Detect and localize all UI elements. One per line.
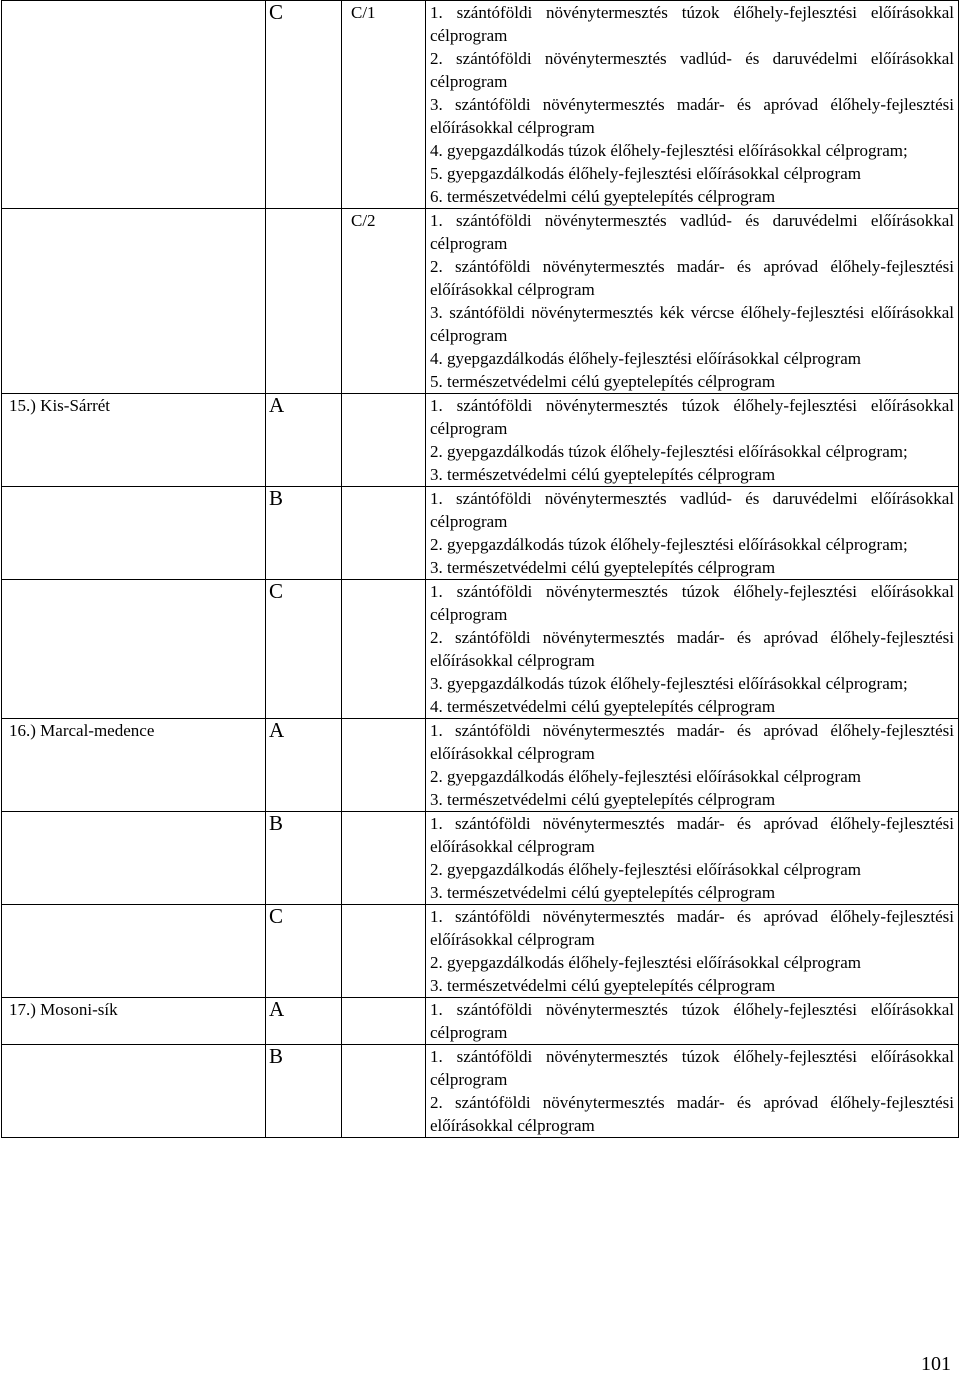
page-number: 101 — [921, 1353, 951, 1375]
program-table — [1, 0, 959, 1138]
zone-cell: A — [266, 719, 342, 812]
program-item: 2. szántóföldi növénytermesztés madár- és apróvad élőhely-fejlesztési előírásokkal célprogram — [430, 257, 954, 299]
program-table-body — [2, 1, 959, 1138]
zone-cell — [266, 209, 342, 394]
program-item: 2. gyepgazdálkodás élőhely-fejlesztési előírásokkal célprogram — [430, 953, 861, 972]
program-item: 2. szántóföldi növénytermesztés vadlúd- és daruvédelmi előírásokkal célprogram — [430, 49, 954, 91]
table-row — [2, 394, 959, 487]
program-list-cell — [426, 1, 959, 209]
subzone-cell — [342, 487, 426, 580]
program-item: 2. szántóföldi növénytermesztés madár- és apróvad élőhely-fejlesztési előírásokkal célprogram — [430, 628, 954, 670]
program-item: 1. szántóföldi növénytermesztés vadlúd- és daruvédelmi előírásokkal célprogram — [430, 489, 954, 531]
subzone-cell — [342, 905, 426, 998]
program-list-cell — [426, 580, 959, 719]
zone-cell: B — [266, 487, 342, 580]
zone-cell: A — [266, 394, 342, 487]
region-cell: 16.) Marcal-medence — [2, 719, 266, 812]
table-row — [2, 719, 959, 812]
program-item: 3. természetvédelmi célú gyeptelepítés célprogram — [430, 976, 776, 995]
subzone-cell: C/2 — [342, 209, 426, 394]
program-item: 1. szántóföldi növénytermesztés túzok élőhely-fejlesztési előírásokkal célprogram — [430, 3, 954, 45]
subzone-cell — [342, 812, 426, 905]
zone-cell: C — [266, 1, 342, 209]
table-row — [2, 1, 959, 209]
program-item: 3. természetvédelmi célú gyeptelepítés célprogram — [430, 883, 776, 902]
zone-cell: C — [266, 580, 342, 719]
table-row — [2, 905, 959, 998]
region-cell — [2, 209, 266, 394]
program-item: 5. gyepgazdálkodás élőhely-fejlesztési előírásokkal célprogram — [430, 164, 861, 183]
program-item: 2. gyepgazdálkodás túzok élőhely-fejlesztési előírásokkal célprogram; — [430, 442, 908, 461]
region-cell: 17.) Mosoni-sík — [2, 998, 266, 1045]
program-item: 1. szántóföldi növénytermesztés madár- és apróvad élőhely-fejlesztési előírásokkal célprogram — [430, 814, 954, 856]
zone-cell: A — [266, 998, 342, 1045]
region-cell — [2, 1, 266, 209]
region-cell — [2, 1045, 266, 1138]
program-list-cell — [426, 209, 959, 394]
program-item: 3. természetvédelmi célú gyeptelepítés célprogram — [430, 465, 776, 484]
program-item: 3. gyepgazdálkodás túzok élőhely-fejlesztési előírásokkal célprogram; — [430, 674, 908, 693]
program-item: 1. szántóföldi növénytermesztés túzok élőhely-fejlesztési előírásokkal célprogram — [430, 582, 954, 624]
program-item: 4. gyepgazdálkodás túzok élőhely-fejlesztési előírásokkal célprogram; — [430, 141, 908, 160]
subzone-cell — [342, 719, 426, 812]
program-item: 1. szántóföldi növénytermesztés túzok élőhely-fejlesztési előírásokkal célprogram — [430, 396, 954, 438]
program-item: 4. természetvédelmi célú gyeptelepítés célprogram — [430, 697, 776, 716]
program-item: 2. gyepgazdálkodás élőhely-fejlesztési előírásokkal célprogram — [430, 860, 861, 879]
table-row — [2, 998, 959, 1045]
table-row — [2, 812, 959, 905]
program-list-cell — [426, 719, 959, 812]
program-item: 5. természetvédelmi célú gyeptelepítés célprogram — [430, 372, 776, 391]
program-item: 1. szántóföldi növénytermesztés vadlúd- és daruvédelmi előírásokkal célprogram — [430, 211, 954, 253]
program-item: 4. gyepgazdálkodás élőhely-fejlesztési előírásokkal célprogram — [430, 349, 861, 368]
table-row — [2, 487, 959, 580]
subzone-cell — [342, 998, 426, 1045]
program-item: 1. szántóföldi növénytermesztés madár- és apróvad élőhely-fejlesztési előírásokkal célprogram — [430, 907, 954, 949]
table-row — [2, 209, 959, 394]
region-cell: 15.) Kis-Sárrét — [2, 394, 266, 487]
region-cell — [2, 905, 266, 998]
program-list-cell — [426, 1045, 959, 1138]
program-item: 3. szántóföldi növénytermesztés madár- és apróvad élőhely-fejlesztési előírásokkal célprogram — [430, 95, 954, 137]
region-cell — [2, 487, 266, 580]
table-row — [2, 580, 959, 719]
program-item: 1. szántóföldi növénytermesztés madár- és apróvad élőhely-fejlesztési előírásokkal célprogram — [430, 721, 954, 763]
program-list-cell — [426, 998, 959, 1045]
program-list-cell — [426, 394, 959, 487]
program-item: 1. szántóföldi növénytermesztés túzok élőhely-fejlesztési előírásokkal célprogram — [430, 1047, 954, 1089]
subzone-cell — [342, 394, 426, 487]
zone-cell: B — [266, 812, 342, 905]
program-list-cell — [426, 905, 959, 998]
region-cell — [2, 580, 266, 719]
subzone-cell: C/1 — [342, 1, 426, 209]
program-item: 6. természetvédelmi célú gyeptelepítés célprogram — [430, 187, 776, 206]
program-list-cell — [426, 812, 959, 905]
program-item: 3. természetvédelmi célú gyeptelepítés célprogram — [430, 558, 776, 577]
program-list-cell — [426, 487, 959, 580]
program-item: 2. gyepgazdálkodás túzok élőhely-fejlesztési előírásokkal célprogram; — [430, 535, 908, 554]
subzone-cell — [342, 580, 426, 719]
program-item: 3. természetvédelmi célú gyeptelepítés célprogram — [430, 790, 776, 809]
program-item: 3. szántóföldi növénytermesztés kék vércse élőhely-fejlesztési előírásokkal célprogram — [430, 303, 954, 345]
subzone-cell — [342, 1045, 426, 1138]
program-item: 1. szántóföldi növénytermesztés túzok élőhely-fejlesztési előírásokkal célprogram — [430, 1000, 954, 1042]
program-item: 2. gyepgazdálkodás élőhely-fejlesztési előírásokkal célprogram — [430, 767, 861, 786]
zone-cell: B — [266, 1045, 342, 1138]
table-row — [2, 1045, 959, 1138]
zone-cell: C — [266, 905, 342, 998]
program-item: 2. szántóföldi növénytermesztés madár- és apróvad élőhely-fejlesztési előírásokkal célprogram — [430, 1093, 954, 1135]
region-cell — [2, 812, 266, 905]
